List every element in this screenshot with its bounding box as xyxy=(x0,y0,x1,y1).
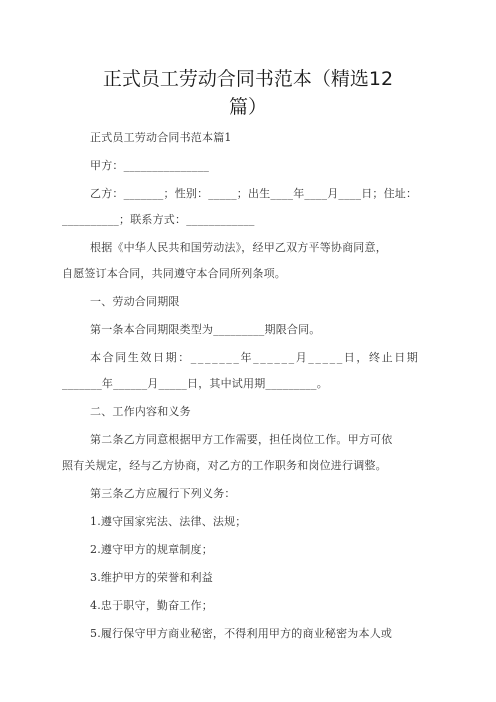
effective-date-line-2: _______年______月_____日，其中试用期_________。 xyxy=(62,377,328,390)
chapter-heading-1: 一、劳动合同期限 xyxy=(90,295,180,308)
article-1: 第一条本合同期限类型为_________期限合同。 xyxy=(90,323,321,336)
party-b-contact-line: __________；联系方式：____________ xyxy=(62,213,255,226)
preamble-line-2: 自愿签订本合同，共同遵守本合同所列条项。 xyxy=(62,267,286,280)
list-item-1: 1.遵守国家宪法、法律、法规； xyxy=(90,515,247,528)
effective-date-line-1: 本合同生效日期：_______年______月_____日，终止日期 xyxy=(90,351,420,364)
list-item-5: 5.履行保守甲方商业秘密，不得利用甲方的商业秘密为本人或 xyxy=(90,627,393,640)
section-heading: 正式员工劳动合同书范本篇1 xyxy=(90,131,232,144)
list-item-2: 2.遵守甲方的规章制度； xyxy=(90,543,213,556)
chapter-heading-2: 二、工作内容和义务 xyxy=(90,405,191,418)
list-item-4: 4.忠于职守，勤奋工作； xyxy=(90,599,213,612)
article-2-line-1: 第二条乙方同意根据甲方工作需要，担任岗位工作。甲方可依 xyxy=(90,433,393,446)
party-a-line: 甲方：_______________ xyxy=(90,159,210,172)
list-item-3: 3.维护甲方的荣誉和利益 xyxy=(90,571,213,584)
article-2-line-2: 照有关规定，经与乙方协商，对乙方的工作职务和岗位进行调整。 xyxy=(62,459,387,472)
party-b-line: 乙方：_______；性别：_____；出生____年____月____日；住址： xyxy=(90,187,418,200)
preamble-line-1: 根据《中华人民共和国劳动法》，经甲乙双方平等协商同意， xyxy=(90,241,387,254)
article-3: 第三条乙方应履行下列义务： xyxy=(90,487,236,500)
document-title-line-1: 正式员工劳动合同书范本（精选12 xyxy=(102,68,394,90)
document-title-line-2: 篇） xyxy=(228,96,267,118)
